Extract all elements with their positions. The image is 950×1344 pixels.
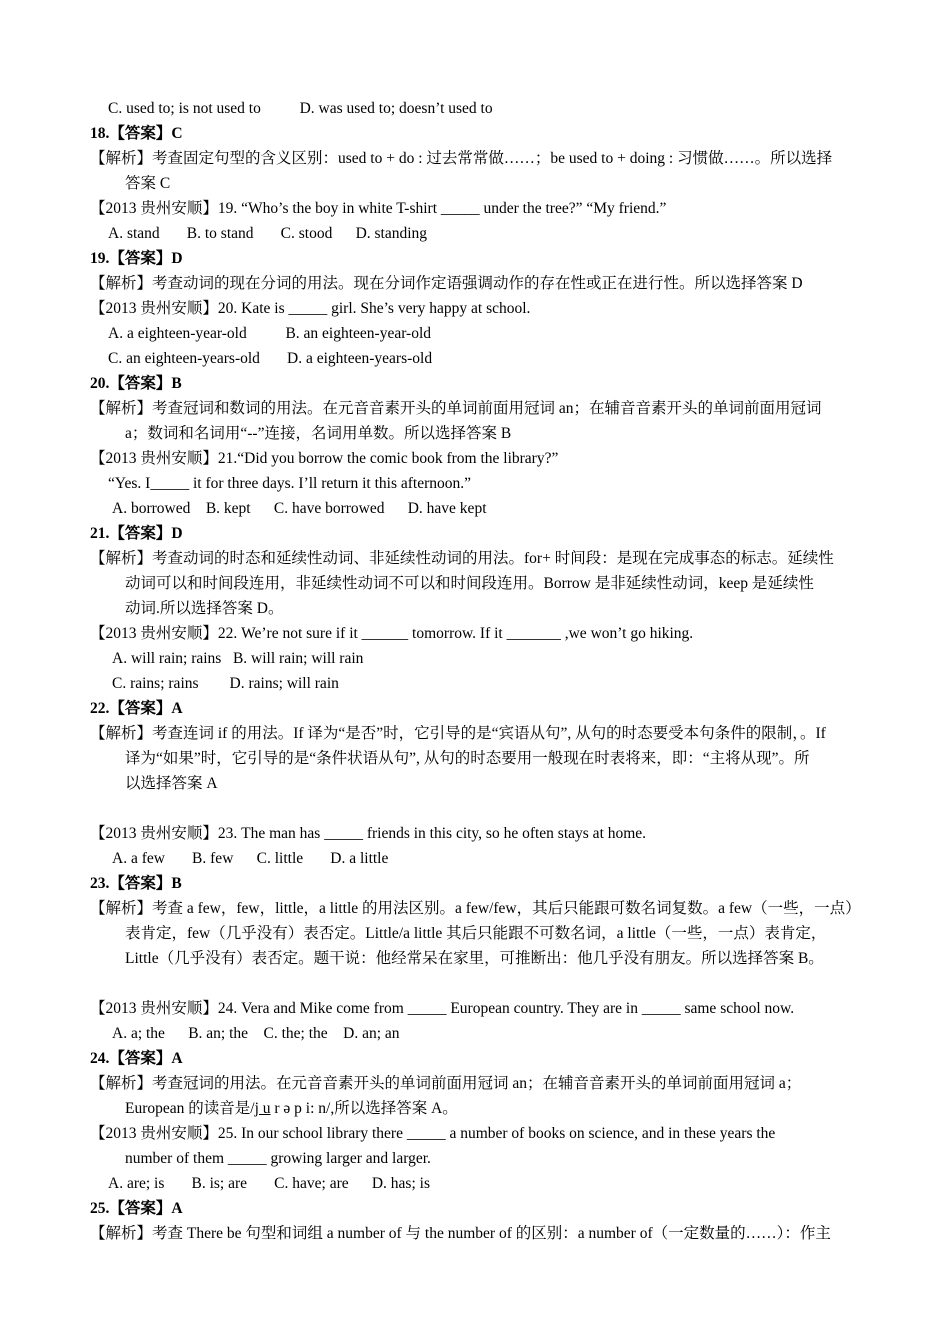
- q22-question: 【2013 贵州安顺】22. We’re not sure if it ______ tomorrow. If it _______ ,we won’t go hiking.: [90, 625, 694, 642]
- q22-analysis-cont-2: 以选择答案 A: [125, 775, 218, 792]
- q24-phonetic-prefix: European 的读音是/: [125, 1100, 255, 1117]
- q21-analysis-cont-2: 动词.所以选择答案 D。: [125, 600, 284, 617]
- q22-answer: 22.【答案】A: [90, 700, 183, 717]
- q22-analysis-cont-1: 译为“如果”时，它引导的是“条件状语从句”, 从句的时态要用一般现在时表将来，即：“主将从现”。所: [125, 750, 810, 767]
- q24-phonetic-underlined: j u: [254, 1100, 271, 1117]
- q20-analysis: 【解析】考查冠词和数词的用法。在元音音素开头的单词前面用冠词 an；在辅音音素开头的单词前面用冠词: [90, 400, 822, 417]
- q21-answer: 21.【答案】D: [90, 525, 183, 542]
- q24-analysis-cont: [125, 1099, 458, 1119]
- q21-question: 【2013 贵州安顺】21.“Did you borrow the comic book from the library?”: [90, 450, 559, 467]
- q20-analysis-cont: a；数词和名词用“--”连接，名词用单数。所以选择答案 B: [125, 425, 512, 442]
- q23-options: A. a few B. few C. little D. a little: [112, 850, 389, 867]
- q24-analysis: 【解析】考查冠词的用法。在元音音素开头的单词前面用冠词 an；在辅音音素开头的单词前面用冠词 a；: [90, 1075, 802, 1092]
- q23-analysis-cont-2: Little（几乎没有）表否定。题干说：他经常呆在家里，可推断出：他几乎没有朋友。所以选择答案 B。: [125, 950, 824, 967]
- q23-analysis-cont-1: 表肯定，few（几乎没有）表否定。Little/a little 其后只能跟不可数名词，a little（一些，一点）表肯定，: [125, 925, 827, 942]
- q24-phonetic-suffix: r ə p i: n/,所以选择答案 A。: [270, 1100, 458, 1117]
- q20-answer: 20.【答案】B: [90, 375, 182, 392]
- q23-answer: 23.【答案】B: [90, 875, 182, 892]
- q18-analysis-cont: 答案 C: [125, 175, 171, 192]
- q21-analysis-cont-1: 动词可以和时间段连用，非延续性动词不可以和时间段连用。Borrow 是非延续性动词，keep 是延续性: [125, 575, 814, 592]
- q20-question: 【2013 贵州安顺】20. Kate is _____ girl. She’s very happy at school.: [90, 300, 531, 317]
- q22-options-ab: A. will rain; rains B. will rain; will rain: [112, 650, 364, 667]
- q21-options: A. borrowed B. kept C. have borrowed D. have kept: [112, 500, 487, 517]
- q24-question: 【2013 贵州安顺】24. Vera and Mike come from _____ European country. They are in _____ same school now.: [90, 1000, 795, 1017]
- q25-question: 【2013 贵州安顺】25. In our school library there _____ a number of books on science, and in these years the: [90, 1125, 776, 1142]
- q21-question-cont: “Yes. I_____ it for three days. I’ll return it this afternoon.”: [108, 475, 472, 492]
- q22-analysis: 【解析】考查连词 if 的用法。If 译为“是否”时，它引导的是“宾语从句”, 从句的时态要受本句条件的限制，。If: [90, 725, 826, 742]
- q19-analysis: 【解析】考查动词的现在分词的用法。现在分词作定语强调动作的存在性或正在进行性。所以选择答案 D: [90, 275, 803, 292]
- q17-options-cd: C. used to; is not used to D. was used to; doesn’t used to: [108, 100, 493, 117]
- q19-question: 【2013 贵州安顺】19. “Who’s the boy in white T-shirt _____ under the tree?” “My friend.”: [90, 200, 667, 217]
- q24-answer: 24.【答案】A: [90, 1050, 183, 1067]
- q19-options: A. stand B. to stand C. stood D. standing: [108, 225, 428, 242]
- q20-options-ab: A. a eighteen-year-old B. an eighteen-year-old: [108, 325, 432, 342]
- q18-answer: 18.【答案】C: [90, 125, 183, 142]
- q23-analysis: 【解析】考查 a few，few，little，a little 的用法区别。a few/few，其后只能跟可数名词复数。a few（一些，一点）: [90, 900, 861, 917]
- q25-question-cont: number of them _____ growing larger and larger.: [125, 1150, 431, 1167]
- q19-answer: 19.【答案】D: [90, 250, 183, 267]
- q25-answer: 25.【答案】A: [90, 1200, 183, 1217]
- q20-options-cd: C. an eighteen-years-old D. a eighteen-years-old: [108, 350, 433, 367]
- q23-question: 【2013 贵州安顺】23. The man has _____ friends in this city, so he often stays at home.: [90, 825, 647, 842]
- q25-options: A. are; is B. is; are C. have; are D. has; is: [108, 1175, 430, 1192]
- q21-analysis: 【解析】考查动词的时态和延续性动词、非延续性动词的用法。for+ 时间段：是现在完成事态的标志。延续性: [90, 550, 834, 567]
- q24-options: A. a; the B. an; the C. the; the D. an; an: [112, 1025, 400, 1042]
- q22-options-cd: C. rains; rains D. rains; will rain: [112, 675, 339, 692]
- q25-analysis: 【解析】考查 There be 句型和词组 a number of 与 the number of 的区别：a number of（一定数量的……）：作主: [90, 1225, 831, 1242]
- q18-analysis: 【解析】考查固定句型的含义区别：used to + do : 过去常常做……；be used to + doing : 习惯做……。所以选择: [90, 150, 833, 167]
